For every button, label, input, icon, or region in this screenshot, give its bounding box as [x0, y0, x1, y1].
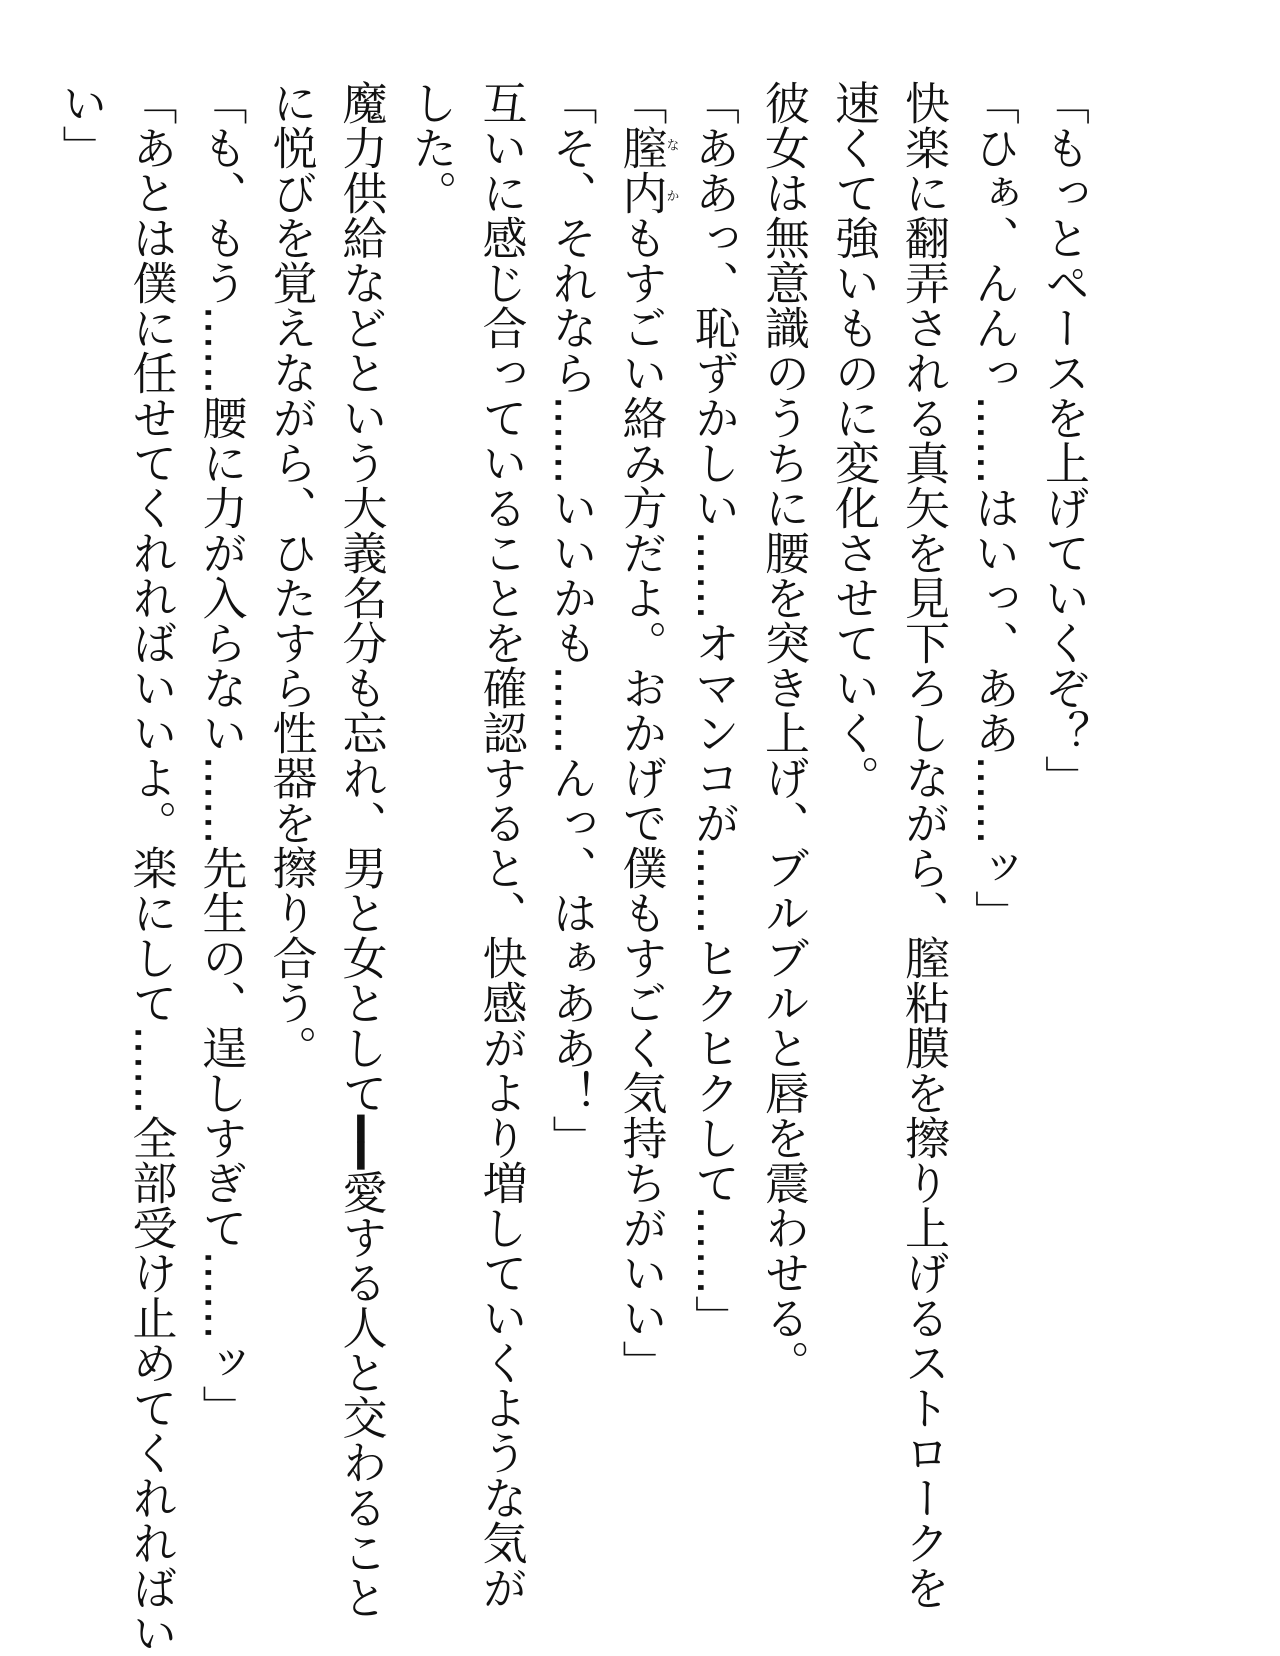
text-line-8: 「そ、それなら……いいかも……んっ、はぁああ！」 [544, 80, 598, 1160]
ruby-base: 膣内 [614, 125, 668, 215]
text-line-7-open: 「 [614, 80, 668, 125]
text-line-7 [606, 80, 679, 1580]
ruby-reading: なか [663, 125, 679, 215]
text-line-11: 魔力供給などという大義名分も忘れ、男と女として━━愛する人と交わること [334, 80, 388, 1620]
text-line-14: 「あとは僕に任せてくれればいいよ。楽にして……全部受け止めてくれればい [124, 80, 178, 1655]
text-line-15: い」 [54, 80, 108, 170]
text-line-9: 互いに感じ合っていることを確認すると、快感がより増していくような気が [474, 80, 528, 1610]
text-line-12: に悦びを覚えながら、ひたすら性器を擦り合う。 [264, 80, 318, 1070]
text-line-4: 速くて強いものに変化させていく。 [827, 80, 880, 800]
ruby-word [614, 125, 679, 215]
text-line-3: 快楽に翻弄される真矢を見下ろしながら、膣粘膜を擦り上げるストロークを [897, 80, 950, 1610]
text-line-6: 「ああっ、恥ずかしい……オマンコが……ヒクヒクして……」 [687, 80, 740, 1340]
text-line-1: 「もっとペースを上げていくぞ？」 [1037, 80, 1090, 800]
text-line-5: 彼女は無意識のうちに腰を突き上げ、ブルブルと唇を震わせる。 [757, 80, 810, 1385]
text-line-2: 「ひぁ、んんっ……はいっ、ああ……ッ」 [967, 80, 1020, 935]
text-line-10: した。 [404, 80, 458, 215]
vertical-text-body [46, 80, 1099, 1655]
text-line-13: 「も、もう……腰に力が入らない……先生の、逞しすぎて……ッ」 [194, 80, 248, 1430]
text-line-7-rest: もすごい絡み方だよ。おかげで僕もすごく気持ちがいい」 [614, 215, 668, 1385]
